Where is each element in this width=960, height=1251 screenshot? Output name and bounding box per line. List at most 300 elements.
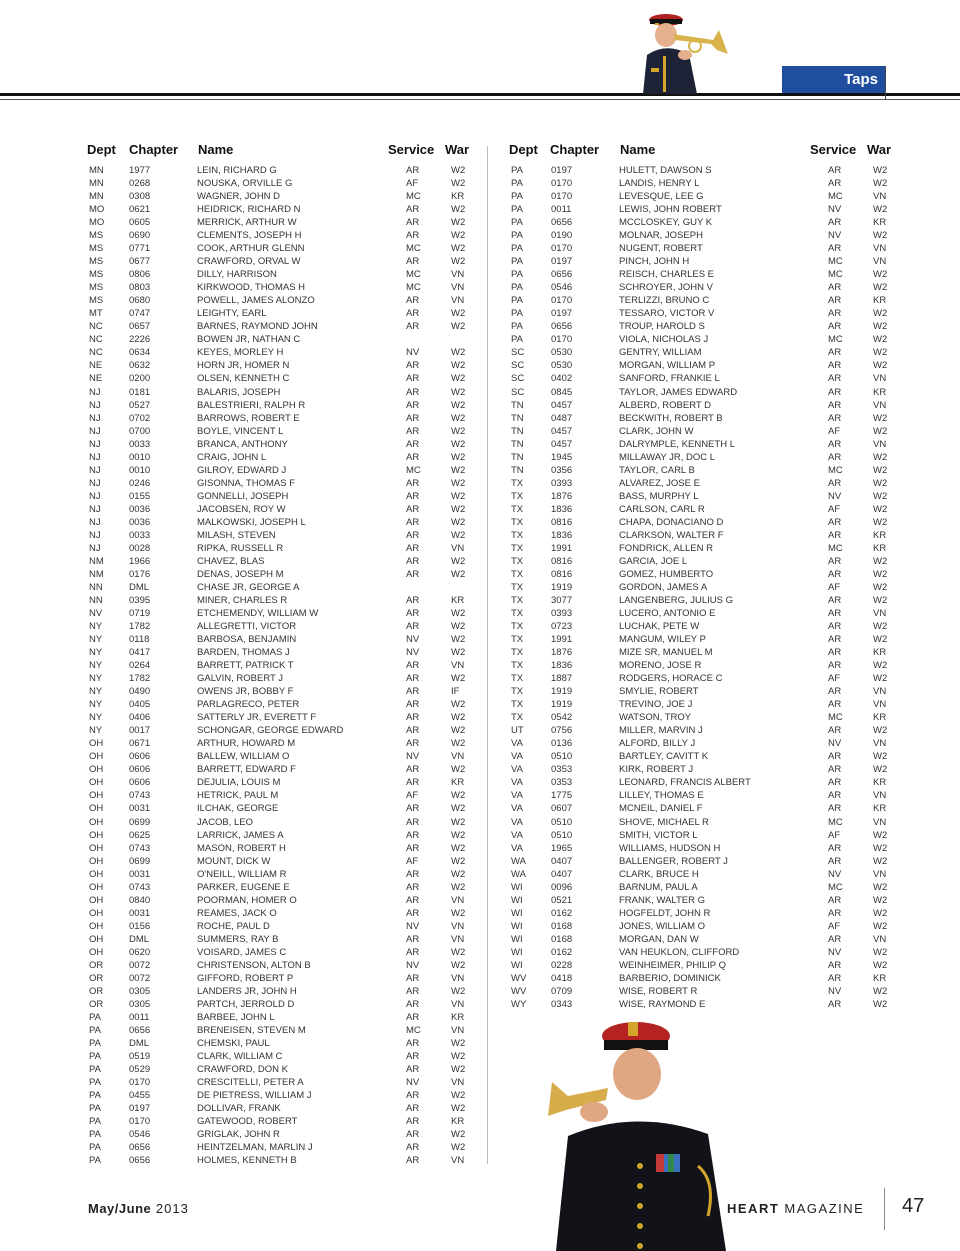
row-name: MORENO, JOSE R <box>619 660 702 672</box>
row-dept: PA <box>511 334 523 346</box>
table-row <box>87 1154 482 1167</box>
row-service: AR <box>828 477 842 489</box>
row-chapter: 1966 <box>129 555 151 567</box>
row-dept: OH <box>89 842 104 854</box>
table-row <box>87 1102 482 1115</box>
row-service: MC <box>406 464 421 476</box>
row-chapter: 0816 <box>551 516 573 528</box>
row-name: ETCHEMENDY, WILLIAM W <box>197 608 319 620</box>
row-chapter: 0487 <box>551 412 573 424</box>
row-service: AR <box>406 555 420 567</box>
row-war: W2 <box>873 725 888 737</box>
row-service: AR <box>406 1116 420 1128</box>
row-dept: MS <box>89 295 104 307</box>
magazine-name-bold: HEART <box>727 1201 780 1216</box>
row-war: W2 <box>873 673 888 685</box>
row-service: AR <box>828 855 842 867</box>
row-chapter: 0677 <box>129 256 151 268</box>
row-service: MC <box>406 269 421 281</box>
table-row <box>509 750 904 763</box>
row-service: NV <box>406 959 420 971</box>
row-dept: OR <box>89 959 104 971</box>
row-chapter: 0490 <box>129 686 151 698</box>
header-chapter: Chapter <box>550 142 600 157</box>
header-service: Service <box>810 142 857 157</box>
row-service: AR <box>828 555 842 567</box>
table-row <box>87 724 482 737</box>
row-name: GRIGLAK, JOHN R <box>197 1129 280 1141</box>
table-row <box>87 294 482 307</box>
row-dept: WI <box>511 933 523 945</box>
table-row <box>509 399 904 412</box>
row-dept: OH <box>89 946 104 958</box>
row-chapter: 1965 <box>551 842 573 854</box>
row-dept: VA <box>511 842 523 854</box>
row-chapter: DML <box>129 581 150 593</box>
row-name: BARBOSA, BENJAMIN <box>197 634 297 646</box>
section-tab: Taps <box>782 66 885 93</box>
table-row <box>509 516 904 529</box>
row-chapter: 0621 <box>129 204 151 216</box>
row-dept: MO <box>89 204 105 216</box>
row-war: VN <box>873 699 887 711</box>
row-dept: PA <box>511 178 523 190</box>
row-dept: PA <box>89 1155 101 1167</box>
row-chapter: 0607 <box>551 803 573 815</box>
table-row <box>509 346 904 359</box>
table-row <box>87 894 482 907</box>
row-dept: PA <box>89 1011 101 1023</box>
row-service: AR <box>828 660 842 672</box>
row-dept: NY <box>89 647 103 659</box>
row-war: W2 <box>451 946 466 958</box>
row-name: MILLER, MARVIN J <box>619 725 703 737</box>
row-dept: TX <box>511 712 524 724</box>
row-service: AR <box>406 308 420 320</box>
row-name: CHAVEZ, BLAS <box>197 555 265 567</box>
row-chapter: 0228 <box>551 959 573 971</box>
row-dept: WI <box>511 894 523 906</box>
row-war: W2 <box>873 568 888 580</box>
row-name: GALVIN, ROBERT J <box>197 673 284 685</box>
row-chapter: 0170 <box>129 1077 151 1089</box>
row-name: HEIDRICK, RICHARD N <box>197 204 301 216</box>
row-chapter: 0632 <box>129 360 151 372</box>
row-name: BARNUM, PAUL A <box>619 881 698 893</box>
row-name: LEONARD, FRANCIS ALBERT <box>619 777 751 789</box>
header-name: Name <box>620 142 656 157</box>
row-dept: VA <box>511 738 523 750</box>
row-name: CARLSON, CARL R <box>619 503 705 515</box>
row-war: KR <box>873 647 887 659</box>
row-dept: OH <box>89 751 104 763</box>
row-chapter: 0200 <box>129 373 151 385</box>
row-war: VN <box>873 816 887 828</box>
row-dept: OH <box>89 829 104 841</box>
row-name: MASON, ROBERT H <box>197 842 286 854</box>
row-dept: TN <box>511 438 524 450</box>
table-row <box>87 529 482 542</box>
row-name: BASS, MURPHY L <box>619 490 699 502</box>
header-chapter: Chapter <box>129 142 179 157</box>
table-row <box>87 281 482 294</box>
row-war: W2 <box>451 712 466 724</box>
row-chapter: 0546 <box>129 1129 151 1141</box>
row-name: SCHROYER, JOHN V <box>619 282 713 294</box>
row-chapter: 0170 <box>551 334 573 346</box>
row-war: W2 <box>451 842 466 854</box>
row-dept: PA <box>511 230 523 242</box>
row-chapter: 0197 <box>551 308 573 320</box>
row-service: NV <box>828 738 842 750</box>
table-row <box>87 399 482 412</box>
row-name: BALLEW, WILLIAM O <box>197 751 290 763</box>
row-name: CHASE JR, GEORGE A <box>197 581 300 593</box>
row-dept: PA <box>511 321 523 333</box>
row-chapter: 0190 <box>551 230 573 242</box>
row-chapter: 1836 <box>551 529 573 541</box>
row-name: KEYES, MORLEY H <box>197 347 284 359</box>
row-service: AR <box>406 295 420 307</box>
table-row <box>87 920 482 933</box>
header-war: War <box>867 142 892 157</box>
row-name: REISCH, CHARLES E <box>619 269 715 281</box>
row-chapter: 0457 <box>551 438 573 450</box>
table-row <box>509 555 904 568</box>
row-war: W2 <box>873 204 888 216</box>
row-service: AF <box>406 178 419 190</box>
row-chapter: 0702 <box>129 412 151 424</box>
row-name: MOUNT, DICK W <box>197 855 271 867</box>
row-chapter: 0845 <box>551 386 573 398</box>
row-chapter: 0529 <box>129 1064 151 1076</box>
row-service: AR <box>406 503 420 515</box>
row-service: AR <box>406 816 420 828</box>
table-row <box>509 594 904 607</box>
table-row <box>87 307 482 320</box>
row-service: AR <box>828 894 842 906</box>
row-chapter: 0197 <box>129 1103 151 1115</box>
table-row <box>87 816 482 829</box>
table-row <box>87 776 482 789</box>
row-dept: MT <box>89 308 103 320</box>
row-chapter: 0723 <box>551 621 573 633</box>
row-chapter: 0699 <box>129 816 151 828</box>
row-war: KR <box>873 712 887 724</box>
table-row <box>509 802 904 815</box>
row-war: KR <box>451 1116 465 1128</box>
row-dept: WA <box>511 855 526 867</box>
row-chapter: 0031 <box>129 803 151 815</box>
row-dept: PA <box>89 1038 101 1049</box>
row-name: O'NEILL, WILLIAM R <box>197 868 287 880</box>
row-war: W2 <box>451 1038 466 1049</box>
row-chapter: 3077 <box>551 594 573 606</box>
row-war: W2 <box>451 568 466 580</box>
row-war: W2 <box>451 386 466 398</box>
table-row <box>509 190 904 203</box>
row-war: W2 <box>451 829 466 841</box>
row-war: W2 <box>873 594 888 606</box>
row-dept: NJ <box>89 490 101 502</box>
row-chapter: 0168 <box>551 933 573 945</box>
table-row <box>509 842 904 855</box>
table-row <box>509 855 904 868</box>
row-name: BALESTRIERI, RALPH R <box>197 399 306 411</box>
row-war: W2 <box>451 178 466 190</box>
row-dept: OR <box>89 998 104 1010</box>
row-service: AR <box>406 764 420 776</box>
row-name: BOYLE, VINCENT L <box>197 425 284 437</box>
row-service: MC <box>406 191 421 203</box>
row-war: W2 <box>451 907 466 919</box>
row-name: BARTLEY, CAVITT K <box>619 751 709 763</box>
row-chapter: 0747 <box>129 308 151 320</box>
row-chapter: 0246 <box>129 477 151 489</box>
row-dept: OH <box>89 894 104 906</box>
row-service: AR <box>406 712 420 724</box>
row-chapter: 1991 <box>551 542 573 554</box>
row-service: AR <box>406 321 420 333</box>
page-number: 47 <box>902 1195 925 1217</box>
issue-month: May/June <box>88 1201 152 1216</box>
table-row <box>87 959 482 972</box>
row-chapter: 0264 <box>129 660 151 672</box>
row-war: W2 <box>451 764 466 776</box>
row-chapter: 0393 <box>551 477 573 489</box>
table-row <box>509 972 904 985</box>
row-dept: VA <box>511 829 523 841</box>
row-war: VN <box>451 1024 465 1036</box>
table-row <box>87 1089 482 1102</box>
table-row <box>87 425 482 438</box>
table-row <box>509 698 904 711</box>
row-service: MC <box>828 464 843 476</box>
row-service: AF <box>828 673 841 685</box>
row-service: AR <box>406 217 420 229</box>
table-row <box>509 451 904 464</box>
row-war: W2 <box>873 425 888 437</box>
row-dept: PA <box>511 204 523 216</box>
row-dept: PA <box>89 1051 101 1063</box>
table-row <box>509 477 904 490</box>
row-name: MALKOWSKI, JOSEPH L <box>197 516 306 528</box>
row-service: AR <box>828 295 842 307</box>
row-dept: VA <box>511 803 523 815</box>
row-service: AR <box>828 438 842 450</box>
table-row <box>87 737 482 750</box>
row-service: MC <box>828 269 843 281</box>
row-dept: MS <box>89 243 104 255</box>
row-war: VN <box>873 438 887 450</box>
row-service: AR <box>828 516 842 528</box>
table-row <box>87 372 482 385</box>
row-war: KR <box>873 295 887 307</box>
table-row <box>87 581 482 594</box>
row-service: AR <box>406 660 420 672</box>
table-row <box>87 881 482 894</box>
row-name: GONNELLI, JOSEPH <box>197 490 289 502</box>
row-dept: TX <box>511 542 524 554</box>
row-name: LEVESQUE, LEE G <box>619 191 704 203</box>
row-war: W2 <box>873 998 888 1010</box>
row-chapter: 0017 <box>129 725 151 737</box>
row-dept: PA <box>89 1116 101 1128</box>
row-war: W2 <box>451 399 466 411</box>
table-row <box>87 842 482 855</box>
row-name: ALBERD, ROBERT D <box>619 399 712 411</box>
row-service: AR <box>406 1103 420 1115</box>
row-name: BARDEN, THOMAS J <box>197 647 290 659</box>
row-service: MC <box>828 881 843 893</box>
row-chapter: 0457 <box>551 425 573 437</box>
row-war: W2 <box>451 1090 466 1102</box>
row-chapter: 0519 <box>129 1051 151 1063</box>
row-chapter: 0395 <box>129 594 151 606</box>
row-chapter: 0756 <box>551 725 573 737</box>
row-dept: MS <box>89 269 104 281</box>
row-service: MC <box>406 243 421 255</box>
header-name: Name <box>198 142 234 157</box>
table-row <box>509 711 904 724</box>
row-chapter: 1919 <box>551 581 573 593</box>
header-rule-thick <box>0 93 960 96</box>
row-war: VN <box>451 1077 465 1089</box>
row-name: BARNES, RAYMOND JOHN <box>197 321 318 333</box>
row-war: W2 <box>451 1142 466 1154</box>
tab-edge-rule <box>885 66 886 100</box>
row-service: AR <box>828 243 842 255</box>
row-chapter: 1782 <box>129 621 151 633</box>
row-name: DE PIETRESS, WILLIAM J <box>197 1090 312 1102</box>
row-service: AR <box>828 568 842 580</box>
row-service: AR <box>406 803 420 815</box>
table-row <box>509 503 904 516</box>
table-row <box>87 1076 482 1089</box>
row-name: BARBEE, JOHN L <box>197 1011 275 1023</box>
row-name: CRESCITELLI, PETER A <box>197 1077 304 1089</box>
row-chapter: 0343 <box>551 998 573 1010</box>
row-name: JONES, WILLIAM O <box>619 920 706 932</box>
row-name: LUCERO, ANTONIO E <box>619 608 716 620</box>
row-name: BOWEN JR, NATHAN C <box>197 334 301 346</box>
row-dept: NJ <box>89 464 101 476</box>
row-chapter: 0402 <box>551 373 573 385</box>
row-name: WISE, ROBERT R <box>619 985 698 997</box>
row-name: HORN JR, HOMER N <box>197 360 290 372</box>
row-war: W2 <box>873 842 888 854</box>
table-row <box>87 594 482 607</box>
table-row <box>509 164 904 177</box>
row-name: CHRISTENSON, ALTON B <box>197 959 311 971</box>
row-dept: SC <box>511 386 525 398</box>
row-service: AR <box>828 529 842 541</box>
row-war: KR <box>873 803 887 815</box>
row-service: AR <box>406 399 420 411</box>
row-chapter: 0308 <box>129 191 151 203</box>
table-row <box>87 477 482 490</box>
row-name: MIZE SR, MANUEL M <box>619 647 713 659</box>
row-service: MC <box>828 712 843 724</box>
row-chapter: 0656 <box>129 1024 151 1036</box>
row-service: AR <box>828 451 842 463</box>
row-service: NV <box>828 230 842 242</box>
row-chapter: 0155 <box>129 490 151 502</box>
row-name: HETRICK, PAUL M <box>197 790 279 802</box>
row-dept: NJ <box>89 477 101 489</box>
row-name: CLEMENTS, JOSEPH H <box>197 230 302 242</box>
row-name: SMYLIE, ROBERT <box>619 686 699 698</box>
row-name: TREVINO, JOE J <box>619 699 693 711</box>
magazine-name <box>727 1201 864 1216</box>
row-name: MILLAWAY JR, DOC L <box>619 451 716 463</box>
row-name: MORGAN, DAN W <box>619 933 699 945</box>
row-dept: MN <box>89 165 104 176</box>
row-war: VN <box>873 256 887 268</box>
table-row <box>509 607 904 620</box>
row-service: NV <box>828 985 842 997</box>
row-dept: NJ <box>89 451 101 463</box>
row-dept: MS <box>89 230 104 242</box>
row-war: VN <box>873 933 887 945</box>
row-war: W2 <box>873 230 888 242</box>
row-war: KR <box>873 217 887 229</box>
table-row <box>87 802 482 815</box>
row-name: SHOVE, MICHAEL R <box>619 816 709 828</box>
row-service: AR <box>828 347 842 359</box>
row-service: AR <box>406 1090 420 1102</box>
row-name: TROUP, HAROLD S <box>619 321 705 333</box>
right-table-header <box>509 142 904 160</box>
row-name: SMITH, VICTOR L <box>619 829 698 841</box>
row-dept: WA <box>511 868 526 880</box>
row-war: W2 <box>451 412 466 424</box>
row-dept: VA <box>511 751 523 763</box>
row-name: BECKWITH, ROBERT B <box>619 412 723 424</box>
row-war: KR <box>451 777 465 789</box>
table-row <box>87 346 482 359</box>
row-dept: TX <box>511 594 524 606</box>
row-chapter: 0031 <box>129 907 151 919</box>
bugler-photo-large <box>548 1016 730 1251</box>
row-chapter: 0840 <box>129 894 151 906</box>
row-name: VOISARD, JAMES C <box>197 946 287 958</box>
table-row <box>87 789 482 802</box>
row-service: AR <box>406 1064 420 1076</box>
row-dept: NN <box>89 581 103 593</box>
row-service: AR <box>406 1129 420 1141</box>
table-row <box>87 503 482 516</box>
row-war: KR <box>451 1011 465 1023</box>
row-dept: NV <box>89 608 103 620</box>
row-chapter: 0305 <box>129 998 151 1010</box>
table-row <box>87 998 482 1011</box>
row-name: KIRK, ROBERT J <box>619 764 694 776</box>
row-dept: PA <box>511 191 523 203</box>
row-war: VN <box>873 790 887 802</box>
row-war: W2 <box>451 790 466 802</box>
row-service: NV <box>406 647 420 659</box>
row-service: AR <box>406 425 420 437</box>
table-row <box>509 242 904 255</box>
row-war: W2 <box>451 1064 466 1076</box>
row-war: W2 <box>873 516 888 528</box>
row-dept: TX <box>511 673 524 685</box>
row-war: W2 <box>873 282 888 294</box>
row-name: CRAWFORD, DON K <box>197 1064 288 1076</box>
row-name: TESSARO, VICTOR V <box>619 308 715 320</box>
row-war: VN <box>873 868 887 880</box>
